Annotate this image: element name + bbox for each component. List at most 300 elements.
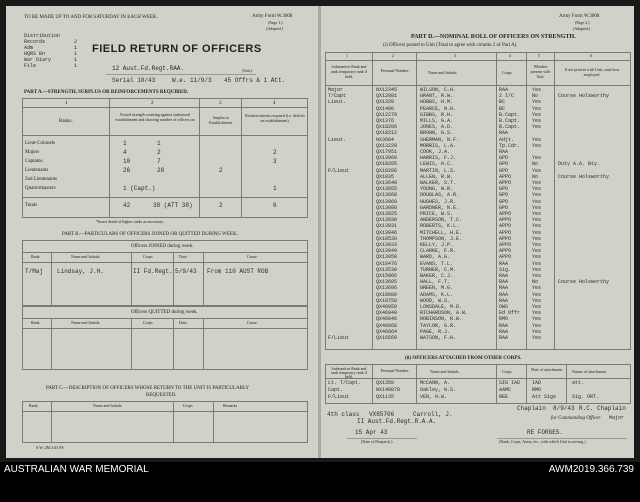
roll-present: Yes xyxy=(532,297,542,304)
roll-present: Yes xyxy=(532,142,542,149)
roll-name: CLARKE, F.R. xyxy=(420,248,457,255)
roll-name: HALL, F.T. xyxy=(420,279,451,286)
roll-corps: GPO xyxy=(499,204,509,211)
roll-col-employed: If not present with Unit, state how employed. xyxy=(564,67,620,77)
roll-number: QX18212 xyxy=(376,130,398,137)
requested-col-rank: Rank. xyxy=(29,403,39,408)
roll-number: QX1376 xyxy=(376,118,395,124)
roll-number: QX12270 xyxy=(376,111,398,118)
attached-rank: F/Lieut xyxy=(328,394,350,400)
chaplain-rank: 4th class xyxy=(327,411,360,418)
joined-rank: T/Maj xyxy=(25,268,44,275)
distribution-count: 1 xyxy=(74,63,78,69)
roll-present: Yes xyxy=(532,266,542,273)
roll-employment: Duty A.A. Bty. xyxy=(558,161,601,168)
roll-number: QX46049 xyxy=(376,310,398,317)
roll-col-name: Name and Initials. xyxy=(428,70,458,75)
signature-name: RE FORGES. xyxy=(527,429,564,436)
roll-col-present: Whether present with Unit. xyxy=(530,64,551,79)
roll-name: BROWN, G.S. xyxy=(420,130,454,137)
roll-corps: APPO xyxy=(499,235,512,242)
quitted-col-corps: Corps. xyxy=(143,320,154,325)
col-num-4: 4 xyxy=(273,101,276,106)
roll-corps: RAA xyxy=(499,285,509,292)
part-c-heading-2: REQUESTED. xyxy=(146,393,177,398)
roll-col-number: Personal Number. xyxy=(380,68,410,73)
roll-corps: RAA xyxy=(499,149,509,155)
roll-present: Yes xyxy=(532,291,542,298)
roll-name: DOUGLAS, A.R. xyxy=(420,192,460,199)
roll-column-number: 1 xyxy=(346,53,348,58)
roll-name: ANDERSON, T.C. xyxy=(420,217,463,224)
roll-present: Yes xyxy=(532,316,542,323)
chaplain-date: 8/9/43 xyxy=(553,405,575,412)
roll-name: YOUNG, W.R. xyxy=(420,186,454,193)
roll-present: Yes xyxy=(532,186,542,193)
roll-name: MILLS, G.A. xyxy=(420,118,454,124)
roll-number: QX13668 xyxy=(376,192,398,199)
part-b-heading: PART B.—PARTICULARS OF OFFICERS JOINED OR QUITTED DURING WEEK. xyxy=(62,232,238,237)
roll-number: QX13955 xyxy=(376,186,398,193)
attached-name: VEN, H.W. xyxy=(420,394,448,400)
att-col-date: Date of attachment. xyxy=(531,367,563,372)
roll-present: Yes xyxy=(532,242,542,248)
roll-number: QX18206 xyxy=(376,124,398,131)
rank-label: Lieut-Colonels xyxy=(25,141,55,146)
rank-actual: 2 xyxy=(157,149,161,156)
roll-name: ROBERTS, K.L. xyxy=(420,223,460,230)
roll-present: Yes xyxy=(532,223,542,230)
col-ranks: Ranks. xyxy=(59,119,73,124)
att-col-name: Name and Initials. xyxy=(430,369,460,374)
roll-present: Yes xyxy=(532,322,542,329)
att-col-number: Personal Number. xyxy=(380,368,410,373)
attached-nature: att. xyxy=(572,380,585,386)
officer-count: 45 Offrs & 1 Att. xyxy=(224,77,286,84)
joined-corps: II Fd.Regt. xyxy=(133,268,173,275)
totals-actual: 38 (ATT 38) xyxy=(153,202,193,209)
roll-employment: Course Holsworthy xyxy=(558,279,610,286)
roll-corps: RAA xyxy=(499,328,509,335)
unit-label: (Unit) xyxy=(242,68,252,73)
roll-corps: APPO xyxy=(499,254,512,261)
roll-number: QX13530 xyxy=(376,266,398,273)
rank-actual: 1 xyxy=(157,140,161,147)
roll-corps: GPO xyxy=(499,161,509,168)
roll-number: QX18476 xyxy=(376,260,398,267)
rank-label: Captains xyxy=(25,159,43,164)
distribution-label: Records xyxy=(24,39,46,45)
attached-number: QX1350 xyxy=(376,380,395,386)
roll-present: Yes xyxy=(532,335,542,341)
col-surplus: Surplus to Establishment. xyxy=(209,115,233,125)
roll-number: QX46064 xyxy=(376,328,398,335)
roll-name: LEWIS, H.C. xyxy=(420,161,454,168)
col-posted: Posted strength counting against authorised establishment and showing number of officers on xyxy=(115,112,195,122)
joined-cause: From 110 AUST ROB xyxy=(207,268,269,275)
roll-number: QX18750 xyxy=(376,297,398,304)
roll-name: ADAMS, K.L. xyxy=(420,291,454,298)
roll-number: QX13930 xyxy=(376,217,398,224)
totals-posted: 42 xyxy=(123,202,131,209)
attached-name: McCANN, A. xyxy=(420,380,451,386)
requested-col-corps: Corps. xyxy=(183,403,194,408)
distribution-label: File xyxy=(24,63,37,69)
totals-label: Totals xyxy=(25,203,38,208)
roll-number: QX1400 xyxy=(376,105,395,112)
roll-present: Yes xyxy=(532,273,542,279)
roll-rank: Lieut. xyxy=(328,136,347,143)
form-number-2: Army Form W.3008 xyxy=(559,14,600,19)
roll-present: Yes xyxy=(532,211,542,217)
roll-present: Yes xyxy=(532,111,542,118)
part-d-subheading: (i) Officers posted to Unit (Total to agree with column 2 of Part A). xyxy=(383,43,518,48)
roll-number: QX13988 xyxy=(376,204,398,211)
roll-number: QX13605 xyxy=(376,279,398,286)
col-num-2: 2 xyxy=(151,101,154,106)
roll-corps: Ed Offr xyxy=(499,310,521,317)
roll-corps: Tp.Cdr. xyxy=(499,142,521,149)
roll-present: Yes xyxy=(532,328,542,335)
roll-present: Yes xyxy=(532,99,542,106)
roll-number: QX18206 xyxy=(376,167,398,174)
roll-present: Yes xyxy=(532,180,542,186)
roll-number: QX13960 xyxy=(376,155,398,162)
rank-posted: 10 xyxy=(123,158,131,165)
page-number-2: (Page 2.) xyxy=(575,20,590,25)
roll-corps: BC xyxy=(499,99,506,106)
col-num-1: 1 xyxy=(65,101,68,106)
distribution-label: Adm xyxy=(24,45,34,51)
roll-present: Yes xyxy=(532,260,542,267)
document-sheet xyxy=(6,6,634,458)
roll-name: WILSON, C.H. xyxy=(420,87,457,93)
roll-corps: RAA xyxy=(499,297,509,304)
roll-rank: Lieut. xyxy=(328,99,347,106)
rank-posted: 1 xyxy=(123,140,127,147)
roll-number: QX1835 xyxy=(376,173,395,180)
joined-col-date: Date. xyxy=(179,254,188,259)
roll-number: QX46068 xyxy=(376,322,398,329)
roll-present: Yes xyxy=(532,304,542,310)
roll-number: QX18530 xyxy=(376,235,398,242)
roll-name: BAKER, C.J. xyxy=(420,273,454,279)
attached-rank: Capt. xyxy=(328,387,344,393)
rank-label: 2nd Lieutenants xyxy=(25,177,58,182)
rank-posted: 26 xyxy=(123,167,131,174)
part-a-heading: PART A.—STRENGTH, SURPLUS OR REINFORCEMENTS REQUIRED. xyxy=(24,90,189,95)
roll-name: HOBBS, H.M. xyxy=(420,99,454,106)
roll-corps: APPO xyxy=(499,217,512,224)
chaplain-name: Carroll, J. xyxy=(413,411,453,418)
roll-employment: Course Holsworthy xyxy=(558,173,610,180)
roll-rank: F/Lieut xyxy=(328,335,350,341)
requested-col-name: Name and Initials. xyxy=(93,403,123,408)
part-c-heading: PART C.—DESCRIPTION OF OFFICERS WHOSE RETURN TO THE UNIT IS PARTICULARLY xyxy=(46,386,250,391)
roll-corps: APPO xyxy=(499,223,512,230)
rank-reinforcements: 2 xyxy=(273,149,277,156)
roll-name: EVANS, T.L. xyxy=(420,260,454,267)
attached-corps: SIG IAD xyxy=(499,380,521,386)
chaplain-corps: R.C. Chaplain xyxy=(579,405,626,412)
roll-corps: RAA xyxy=(499,291,509,298)
roll-column-number: 4 xyxy=(509,53,511,58)
roll-corps: APPO xyxy=(499,242,512,248)
roll-present: Yes xyxy=(532,87,542,93)
roll-present: Yes xyxy=(532,118,542,124)
roll-number: QX12081 xyxy=(376,93,398,100)
quitted-heading: Officers QUITTED during week. xyxy=(131,310,198,315)
roll-corps: RAA xyxy=(499,322,509,329)
roll-number: QX18680 xyxy=(376,291,398,298)
rank-label: Majors xyxy=(25,150,40,155)
nominal-roll-table xyxy=(325,52,631,350)
strength-table xyxy=(22,98,308,218)
roll-present: Yes xyxy=(532,229,542,236)
roll-name: GARDNER, N.E. xyxy=(420,204,460,211)
roll-name: WARD, A.G. xyxy=(420,254,451,261)
roll-corps: GPO xyxy=(499,155,509,162)
roll-present: Yes xyxy=(532,167,542,174)
roll-present: Yes xyxy=(532,254,542,261)
roll-name: MITCHELL, H.E. xyxy=(420,229,463,236)
attached-heading: (ii) OFFICERS ATTACHED FROM OTHER CORPS. xyxy=(405,356,522,361)
page-number: (Page 1.) xyxy=(268,20,283,25)
roll-name: LONSDALE, M.D. xyxy=(420,304,463,310)
roll-present: Yes xyxy=(532,204,542,211)
roll-col-corps: Corps. xyxy=(502,70,513,75)
roll-col-rank: Substantive Rank and rank temporary rank if held. xyxy=(330,64,368,79)
rank-label: Lieutenants xyxy=(25,168,49,173)
attached-name: Oakley, N.S. xyxy=(420,387,457,393)
roll-corps: RAA xyxy=(499,273,509,279)
rank-surplus: 2 xyxy=(219,167,223,174)
despatch-date: 15 Apr 43 xyxy=(355,429,388,436)
roll-name: COOK, J.A. xyxy=(420,149,451,155)
roll-corps: B.Capt. xyxy=(499,111,521,118)
roll-number: QX1320 xyxy=(376,99,395,106)
signed-for: for Commanding Officer xyxy=(551,416,601,421)
distribution-count: 1 xyxy=(74,57,78,63)
roll-present: Yes xyxy=(532,217,542,224)
roll-column-number: 5 xyxy=(538,53,540,58)
roll-corps: RAA xyxy=(499,87,509,93)
roll-name: THOMPSON, J.E. xyxy=(420,235,463,242)
attached-number: NX140878 xyxy=(376,387,401,393)
rank-label: Quartermasters xyxy=(25,186,56,191)
att-col-corps: Corps. xyxy=(502,369,513,374)
roll-corps: GPO xyxy=(499,167,509,174)
attached-rank: Lt. T/Capt. xyxy=(328,380,362,386)
roll-number: QX16560 xyxy=(376,335,398,341)
roll-present: No xyxy=(532,93,539,100)
attached-date: IAD xyxy=(532,380,542,386)
roll-number: QX15966 xyxy=(376,273,398,279)
page-1 xyxy=(6,6,318,458)
roll-present: Yes xyxy=(532,198,542,205)
roll-name: PEARCE, N.H. xyxy=(420,105,457,112)
attached-date: Att Sigs xyxy=(532,394,557,400)
roll-present: Yes xyxy=(532,192,542,199)
roll-rank: Major xyxy=(328,87,344,93)
distribution-label: HQRS Bn xyxy=(24,51,46,57)
col-num-3: 3 xyxy=(219,101,222,106)
roll-name: WALKER, S.T. xyxy=(420,180,457,186)
roll-number: QX13960 xyxy=(376,198,398,205)
roll-corps: RAA xyxy=(499,260,509,267)
roll-number: NX12345 xyxy=(376,87,398,93)
roll-corps: RMO xyxy=(499,316,509,323)
col-reinforcements: Reinforcements required (i.e. deficits on establishment). xyxy=(245,113,305,123)
chaplain-label: Chaplain xyxy=(517,405,546,412)
quitted-col-cause: Cause. xyxy=(247,320,258,325)
footnote: *Insert detail of higher ranks as necessary. xyxy=(96,219,164,224)
roll-name: ROBINSON, R.W. xyxy=(420,316,463,323)
roll-number: QX18205 xyxy=(376,161,398,168)
roll-present: Yes xyxy=(532,285,542,292)
roll-number: QX13606 xyxy=(376,285,398,292)
joined-col-corps: Corps. xyxy=(143,254,154,259)
roll-name: WOOD, W.S. xyxy=(420,297,451,304)
rank-reinforcements: 3 xyxy=(273,158,277,165)
roll-corps: APPO xyxy=(499,248,512,255)
quitted-table xyxy=(22,306,308,370)
roll-number: NX3004 xyxy=(376,136,395,143)
roll-corps: APPO xyxy=(499,180,512,186)
roll-name: KELLY, J.P. xyxy=(420,242,454,248)
roll-name: MARTIN, L.S. xyxy=(420,167,457,174)
roll-number: QX13220 xyxy=(376,142,398,149)
joined-name: Lindsay, J.H. xyxy=(57,268,104,275)
roll-rank: T/Capt xyxy=(328,93,347,100)
roll-corps: GPO xyxy=(499,192,509,199)
quitted-col-name: Name and Initials. xyxy=(71,320,101,325)
unit-value: 12 Aust.Fd.Regt.RAA. xyxy=(112,65,185,72)
joined-col-cause: Cause. xyxy=(247,254,258,259)
part-d-heading: PART D.—NOMINAL ROLL OF OFFICERS ON STRENGTH. xyxy=(411,34,576,40)
distribution-count: 1 xyxy=(74,45,78,51)
quitted-col-rank: Rank. xyxy=(31,320,41,325)
roll-name: PRICE, W.S. xyxy=(420,211,454,217)
roll-name: MORRIS, L.A. xyxy=(420,142,457,149)
roll-name: HUGHES, J.R. xyxy=(420,198,457,205)
roll-corps: Sig. xyxy=(499,266,512,273)
roll-name: TURNER, C.M. xyxy=(420,266,457,273)
roll-name: WATSON, F.H. xyxy=(420,335,457,341)
rank-actual: 7 xyxy=(157,158,161,165)
requested-table xyxy=(22,401,308,443)
roll-corps: GPO xyxy=(499,198,509,205)
chaplain-number: VX85706 xyxy=(369,411,395,418)
roll-present: Yes xyxy=(532,155,542,162)
roll-name: RICHARDSON, A.W. xyxy=(420,310,469,317)
roll-corps: RAA xyxy=(499,279,509,286)
roll-name: SHERMAN, N.F. xyxy=(420,136,460,143)
roll-present: Yes xyxy=(532,105,542,112)
distribution-count: 2 xyxy=(74,39,78,45)
top-note: TO BE MADE UP TO AND FOR SATURDAY IN EACH WEEK. xyxy=(24,15,158,20)
joined-heading: Officers JOINED during week. xyxy=(131,244,194,249)
unit-line: II Aust.Fd.Regt.R.A.A. xyxy=(357,418,437,425)
despatch-date-label: (Date of Despatch.) xyxy=(361,439,393,444)
quitted-col-date: Date. xyxy=(179,320,188,325)
attached-table xyxy=(325,364,631,404)
roll-corps: OWS xyxy=(499,304,509,310)
roll-name: GRANT, R.W. xyxy=(420,93,454,100)
roll-name: JONES, A.D. xyxy=(420,124,454,131)
roll-corps: B.Capt. xyxy=(499,124,521,131)
totals-reinforcements: 6 xyxy=(273,202,277,209)
joined-col-rank: Rank. xyxy=(31,254,41,259)
roll-name: GREEN, M.G. xyxy=(420,285,454,292)
rank-actual: 28 xyxy=(157,167,165,174)
roll-rank: F/Lieut xyxy=(328,167,350,174)
adapted-note: (Adapted.) xyxy=(266,26,284,31)
roll-corps: RAA xyxy=(499,130,509,137)
roll-present: Yes xyxy=(532,124,542,131)
form-number: Army Form W.3008 xyxy=(252,14,293,19)
roll-number: QX13950 xyxy=(376,254,398,261)
caption-left: AUSTRALIAN WAR MEMORIAL xyxy=(4,464,149,475)
roll-corps: 2 I/C xyxy=(499,93,515,100)
roll-column-number: 2 xyxy=(392,53,394,58)
printer-code: S.W. 2M 3/43 PS xyxy=(36,445,64,450)
roll-number: QX13640 xyxy=(376,180,398,186)
totals-surplus: 2 xyxy=(219,202,223,209)
rank-reinforcements: 1 xyxy=(273,185,277,192)
roll-present: No xyxy=(532,279,539,286)
roll-corps: APPO xyxy=(499,211,512,217)
att-col-nature: Nature of attachment. xyxy=(572,369,607,374)
roll-employment: Course Holsworthy xyxy=(558,93,610,100)
joined-date: 5/9/43 xyxy=(175,268,197,275)
caption-right: AWM2019.366.739 xyxy=(548,464,634,475)
roll-name: ALLEN, R.W. xyxy=(420,173,454,180)
roll-corps: BC xyxy=(499,105,506,112)
distribution-label: War Diary xyxy=(24,57,52,63)
roll-name: GIBBS, R.H. xyxy=(420,111,454,118)
adapted-note-2: (Adapted.) xyxy=(573,26,591,31)
signatory-rank: Major xyxy=(609,415,625,421)
attached-number: QX1135 xyxy=(376,394,395,400)
roll-name: TAYLOR, G.R. xyxy=(420,322,457,329)
roll-corps: GPO xyxy=(499,186,509,193)
roll-present: Yes xyxy=(532,248,542,255)
roll-present: No xyxy=(532,173,539,180)
rank-posted: 4 xyxy=(123,149,127,156)
roll-number: QX13946 xyxy=(376,229,398,236)
page-title: FIELD RETURN OF OFFICERS xyxy=(92,43,262,55)
roll-number: QX46050 xyxy=(376,304,398,310)
page-2 xyxy=(321,6,634,458)
roll-corps: APPO xyxy=(499,173,512,180)
roll-number: QX17951 xyxy=(376,149,398,155)
attached-corps: REE xyxy=(499,394,509,400)
roll-present: Yes xyxy=(532,310,542,317)
week-ending: W.e. 11/9/3 xyxy=(172,77,212,84)
roll-present: Yes xyxy=(532,136,542,143)
distribution-label: Distribution xyxy=(24,33,61,39)
joined-table xyxy=(22,240,308,306)
roll-number: QX13949 xyxy=(376,248,398,255)
roll-present: No xyxy=(532,161,539,168)
rank-posted: 1 (Capt.) xyxy=(123,185,156,192)
requested-col-remarks: Remarks xyxy=(223,403,238,408)
roll-number: QX46046 xyxy=(376,316,398,323)
roll-corps: RAA xyxy=(499,335,509,341)
roll-present: Yes xyxy=(532,235,542,242)
attached-nature: Sig. ORT. xyxy=(572,394,600,400)
